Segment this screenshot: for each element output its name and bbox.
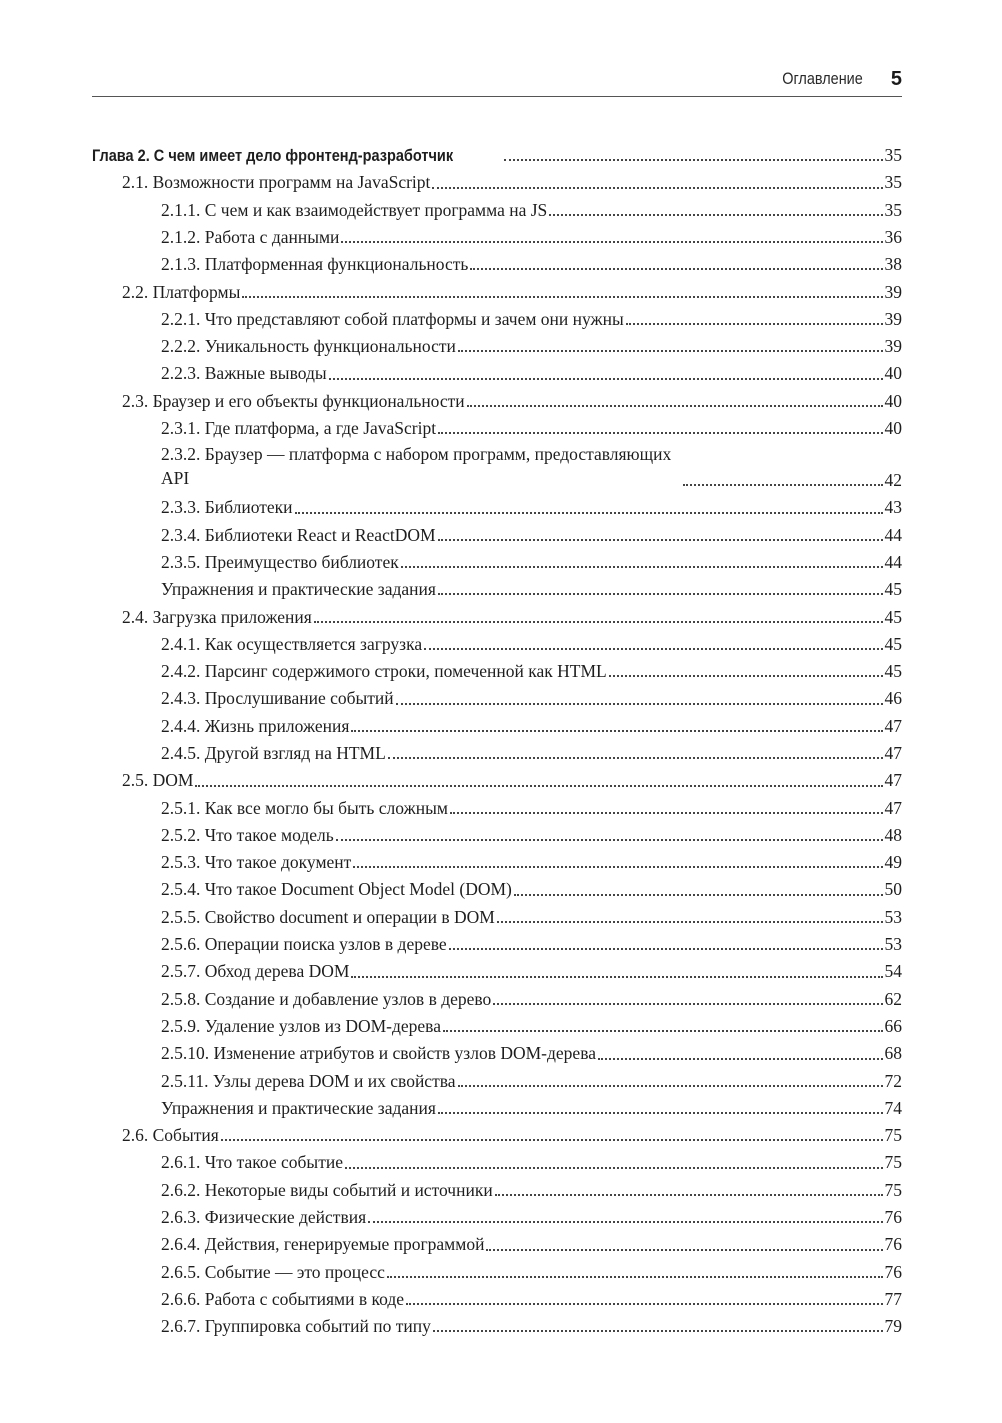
- toc-entry: [92, 1200, 902, 1227]
- dot-leader: [336, 839, 883, 841]
- dot-leader: [549, 214, 882, 216]
- toc-entry-page-number: 42: [884, 470, 902, 491]
- dot-leader: [406, 1303, 882, 1305]
- toc-entry-page-number: 45: [884, 606, 902, 627]
- dot-leader: [438, 539, 883, 541]
- toc-entry: [92, 247, 902, 274]
- dot-leader: [495, 1194, 883, 1196]
- toc-entry: [92, 900, 902, 927]
- toc-entry: [92, 1309, 902, 1336]
- toc-entry-page-number: 75: [884, 1179, 902, 1200]
- toc-entry-title: 2.5.8. Создание и добавление узлов в дерево: [161, 988, 492, 1009]
- dot-leader: [514, 894, 883, 896]
- toc-entry: [92, 1036, 902, 1063]
- toc-entry-page-number: 35: [884, 199, 902, 220]
- running-header: [92, 62, 902, 97]
- toc-entry: [92, 982, 902, 1009]
- dot-leader: [388, 757, 883, 759]
- toc-entry: [92, 1227, 902, 1254]
- toc-entry-page-number: 53: [884, 934, 902, 955]
- toc-entry-title: 2.5. DOM: [122, 770, 194, 791]
- toc-entry-title: 2.6.7. Группировка событий по типу: [161, 1316, 431, 1337]
- toc-entry: [92, 356, 902, 383]
- toc-entry-page-number: 50: [884, 879, 902, 900]
- toc-entry-title: 2.4.3. Прослушивание событий: [161, 688, 394, 709]
- dot-leader: [295, 512, 883, 514]
- toc-entry: [92, 1118, 902, 1145]
- dot-leader: [683, 484, 883, 486]
- toc-entry-title: 2.2.2. Уникальность функциональности: [161, 336, 456, 357]
- toc-entry-title: 2.6.1. Что такое событие: [161, 1152, 343, 1173]
- toc-entry: [92, 709, 902, 736]
- toc-entry-title: 2.5.3. Что такое документ: [161, 852, 352, 873]
- toc-entry-page-number: 76: [884, 1207, 902, 1228]
- toc-entry-title: 2.5.2. Что такое модель: [161, 824, 334, 845]
- toc-entry-title: 2.1.2. Работа с данными: [161, 226, 340, 247]
- dot-leader: [609, 675, 883, 677]
- toc-entry-page-number: 68: [884, 1043, 902, 1064]
- dot-leader: [598, 1058, 883, 1060]
- dot-leader: [345, 1167, 883, 1169]
- dot-leader: [353, 866, 882, 868]
- dot-leader: [329, 378, 883, 380]
- toc-entry-title: 2.3.3. Библиотеки: [161, 497, 293, 518]
- toc-entry-title: 2.5.4. Что такое Document Object Model (DOM): [161, 879, 512, 900]
- dot-leader: [424, 648, 882, 650]
- toc-entry-title: 2.6.2. Некоторые виды событий и источники: [161, 1179, 493, 1200]
- toc-entry: [92, 438, 902, 490]
- toc-entry: [92, 138, 902, 165]
- toc-entry: [92, 736, 902, 763]
- toc-entry-page-number: 47: [884, 797, 902, 818]
- toc-entry-title: 2.4.4. Жизнь приложения: [161, 715, 350, 736]
- toc-entry: [92, 545, 902, 572]
- toc-entry-page-number: 75: [884, 1152, 902, 1173]
- toc-entry-page-number: 79: [884, 1316, 902, 1337]
- toc-entry-page-number: 38: [884, 254, 902, 275]
- dot-leader: [458, 1085, 883, 1087]
- dot-leader: [221, 1139, 883, 1141]
- dot-leader: [341, 241, 882, 243]
- toc-entry-title: 2.5.7. Обход дерева DOM: [161, 961, 350, 982]
- dot-leader: [467, 405, 883, 407]
- toc-entry-page-number: 45: [884, 633, 902, 654]
- dot-leader: [438, 1112, 883, 1114]
- toc-entry: [92, 681, 902, 708]
- toc-entry-page-number: 76: [884, 1261, 902, 1282]
- toc-entry: [92, 329, 902, 356]
- dot-leader: [432, 187, 882, 189]
- toc-entry-page-number: 40: [884, 418, 902, 439]
- toc-entry-page-number: 47: [884, 715, 902, 736]
- toc-entry: [92, 627, 902, 654]
- toc-entry-title: 2.6.6. Работа с событиями в коде: [161, 1288, 405, 1309]
- toc-entry: [92, 220, 902, 247]
- toc-entry-title: 2.5.10. Изменение атрибутов и свойств узлов DOM-дерева: [161, 1043, 596, 1064]
- dot-leader: [195, 785, 882, 787]
- toc-entry: [92, 193, 902, 220]
- dot-leader: [493, 1003, 882, 1005]
- toc-entry-page-number: 53: [884, 906, 902, 927]
- toc-entry-page-number: 39: [884, 281, 902, 302]
- toc-entry-title: 2.2.3. Важные выводы: [161, 363, 327, 384]
- toc-entry: [92, 872, 902, 899]
- dot-leader: [443, 1030, 883, 1032]
- toc-entry-title: Упражнения и практические задания: [161, 1097, 436, 1118]
- dot-leader: [450, 812, 883, 814]
- toc-entry: [92, 1091, 902, 1118]
- toc-entry-page-number: 40: [884, 363, 902, 384]
- running-header-page-number: 5: [890, 67, 902, 90]
- dot-leader: [387, 1276, 883, 1278]
- toc-entry-title: 2.5.9. Удаление узлов из DOM-дерева: [161, 1015, 441, 1036]
- toc-entry: [92, 599, 902, 626]
- dot-leader: [314, 621, 883, 623]
- toc-entry: [92, 490, 902, 517]
- dot-leader: [438, 432, 882, 434]
- toc-entry-title: 2.4. Загрузка приложения: [122, 606, 312, 627]
- toc-entry: [92, 654, 902, 681]
- toc-entry-title: 2.3.2. Браузер — платформа с набором программ, предоставляющих API: [161, 444, 672, 488]
- toc-entry: [92, 518, 902, 545]
- toc-entry-title: 2.3.1. Где платформа, а где JavaScript: [161, 418, 437, 439]
- toc-entry-page-number: 62: [884, 988, 902, 1009]
- toc-entry-page-number: 74: [884, 1097, 902, 1118]
- dot-leader: [470, 268, 882, 270]
- toc-entry-page-number: 48: [884, 824, 902, 845]
- dot-leader: [504, 159, 882, 161]
- toc-entry-title: 2.5.6. Операции поиска узлов в дереве: [161, 934, 447, 955]
- toc-entry-page-number: 47: [884, 770, 902, 791]
- toc-entry: [92, 1282, 902, 1309]
- toc-entry-title: 2.5.1. Как все могло бы быть сложным: [161, 797, 448, 818]
- dot-leader: [449, 948, 883, 950]
- toc-entry: [92, 845, 902, 872]
- toc-entry-title: 2.2. Платформы: [122, 281, 241, 302]
- toc-entry-page-number: 46: [884, 688, 902, 709]
- toc-entry-page-number: 66: [884, 1015, 902, 1036]
- dot-leader: [242, 296, 882, 298]
- running-header-section-title: Оглавление: [782, 69, 863, 88]
- toc-entry: [92, 818, 902, 845]
- toc-entry-title: 2.5.5. Свойство document и операции в DOM: [161, 906, 495, 927]
- toc-entry-title: 2.2.1. Что представляют собой платформы и зачем они нужны: [161, 308, 624, 329]
- toc-entry-page-number: 44: [884, 551, 902, 572]
- toc-entry-title: 2.6.4. Действия, генерируемые программой: [161, 1234, 485, 1255]
- toc-entry-title: 2.6. События: [122, 1125, 219, 1146]
- toc-entry-page-number: 75: [884, 1125, 902, 1146]
- toc-entry-title: 2.3. Браузер и его объекты функциональности: [122, 390, 465, 411]
- toc-entry-title: 2.4.5. Другой взгляд на HTML: [161, 742, 386, 763]
- table-of-contents: [92, 138, 902, 1336]
- toc-entry: [92, 763, 902, 790]
- toc-entry: [92, 1255, 902, 1282]
- toc-entry-page-number: 45: [884, 661, 902, 682]
- toc-entry-page-number: 76: [884, 1234, 902, 1255]
- toc-entry: [92, 1145, 902, 1172]
- toc-entry-title: 2.3.4. Библиотеки React и ReactDOM: [161, 524, 436, 545]
- toc-entry-title: 2.3.5. Преимущество библиотек: [161, 551, 399, 572]
- toc-entry-page-number: 72: [884, 1070, 902, 1091]
- dot-leader: [486, 1249, 882, 1251]
- toc-entry-page-number: 39: [884, 336, 902, 357]
- toc-entry: [92, 302, 902, 329]
- toc-entry: [92, 1064, 902, 1091]
- dot-leader: [401, 566, 883, 568]
- dot-leader: [497, 921, 883, 923]
- toc-entry: [92, 411, 902, 438]
- toc-entry: [92, 572, 902, 599]
- toc-entry-page-number: 39: [884, 308, 902, 329]
- dot-leader: [368, 1221, 882, 1223]
- toc-entry-title: 2.4.1. Как осуществляется загрузка: [161, 633, 423, 654]
- toc-entry-page-number: 44: [884, 524, 902, 545]
- toc-entry: [92, 274, 902, 301]
- toc-entry: [92, 384, 902, 411]
- toc-entry-page-number: 77: [884, 1288, 902, 1309]
- toc-entry: [92, 165, 902, 192]
- toc-entry: [92, 1009, 902, 1036]
- dot-leader: [438, 593, 883, 595]
- toc-entry-page-number: 35: [884, 172, 902, 193]
- toc-entry-title: Упражнения и практические задания: [161, 579, 436, 600]
- toc-entry-page-number: 35: [884, 145, 902, 166]
- toc-entry-page-number: 47: [884, 742, 902, 763]
- toc-entry: [92, 791, 902, 818]
- dot-leader: [351, 730, 882, 732]
- dot-leader: [626, 323, 883, 325]
- toc-entry-title: 2.1.1. С чем и как взаимодействует программа на JS: [161, 199, 548, 220]
- toc-entry-page-number: 54: [884, 961, 902, 982]
- dot-leader: [458, 350, 883, 352]
- toc-entry-page-number: 49: [884, 852, 902, 873]
- toc-entry-page-number: 36: [884, 226, 902, 247]
- dot-leader: [351, 976, 882, 978]
- toc-entry-title: 2.6.3. Физические действия: [161, 1207, 367, 1228]
- toc-entry-title: 2.6.5. Событие — это процесс: [161, 1261, 385, 1282]
- toc-entry: [92, 954, 902, 981]
- dot-leader: [433, 1330, 883, 1332]
- toc-entry-page-number: 40: [884, 390, 902, 411]
- toc-entry-title: Глава 2. С чем имеет дело фронтенд-разработчик: [92, 147, 454, 166]
- toc-entry-title: 2.1. Возможности программ на JavaScript: [122, 172, 431, 193]
- toc-entry-page-number: 43: [884, 497, 902, 518]
- dot-leader: [396, 703, 883, 705]
- toc-entry-title: 2.4.2. Парсинг содержимого строки, помеченной как HTML: [161, 661, 607, 682]
- toc-entry-title: 2.1.3. Платформенная функциональность: [161, 254, 469, 275]
- toc-entry-page-number: 45: [884, 579, 902, 600]
- toc-entry: [92, 927, 902, 954]
- toc-entry: [92, 1173, 902, 1200]
- toc-entry-title: 2.5.11. Узлы дерева DOM и их свойства: [161, 1070, 456, 1091]
